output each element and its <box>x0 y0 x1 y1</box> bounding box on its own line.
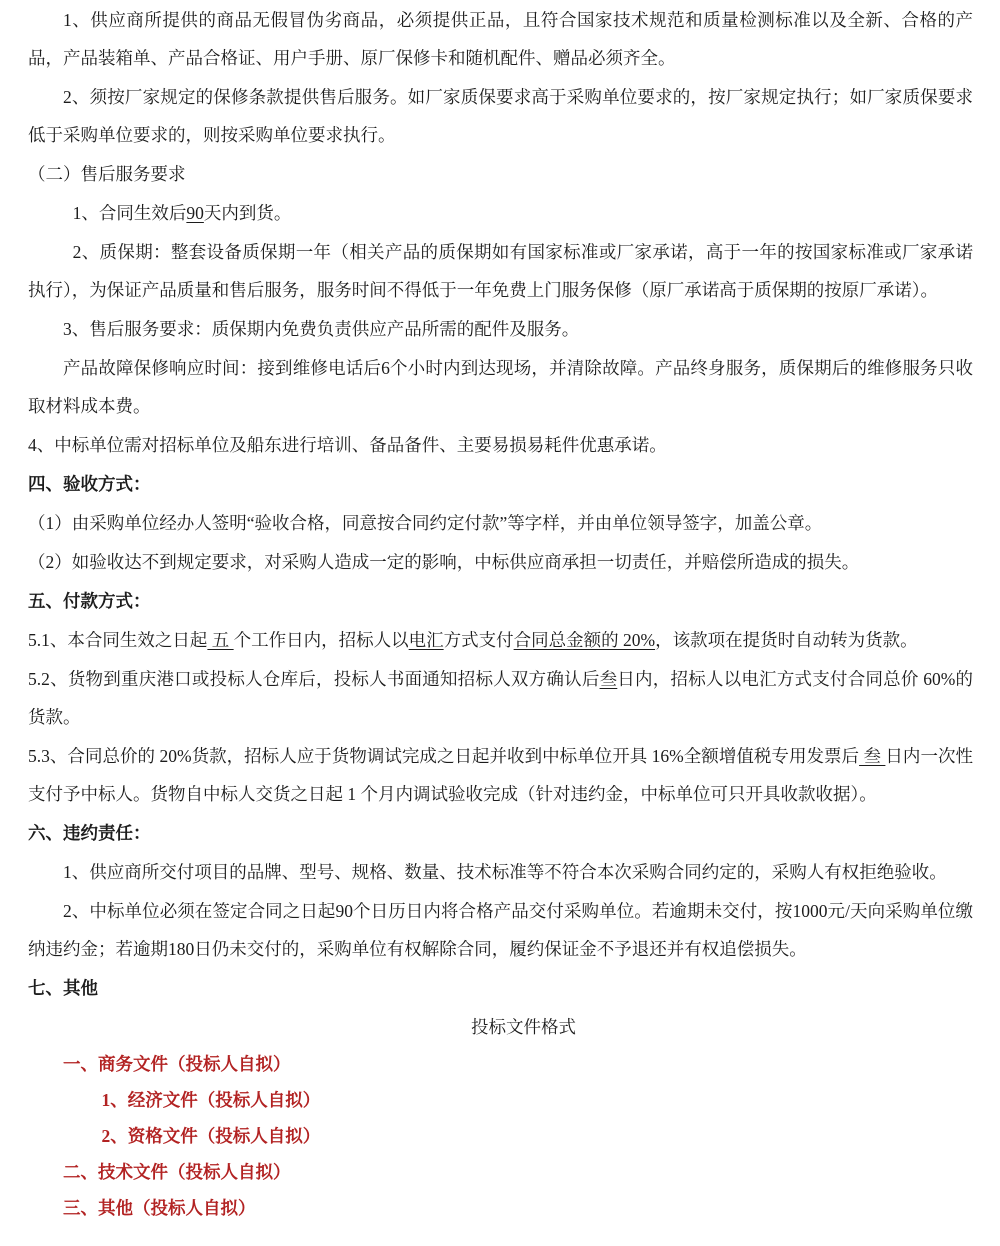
text-run: 个工作日内，招标人以 <box>233 630 409 650</box>
clause-breach-penalty <box>28 892 973 968</box>
text-run: 5.1、本合同生效之日起 <box>28 630 208 650</box>
underlined-text-run: 叁 <box>599 669 618 689</box>
clause-repair-response <box>28 349 973 425</box>
text-run: 5.3、合同总价的 20%货款，招标人应于货物调试完成之日起并收到中标单位开具 16%全额增值税专用发票后 <box>28 746 860 766</box>
text-run: 1、供应商所提供的商品无假冒伪劣商品，必须提供正品，且符合国家技术规范和质量检测标准以及全新、合格的产品，产品装箱单、产品合格证、用户手册、原厂保修卡和随机配件、赠品必须齐全。 <box>28 10 973 68</box>
red-item-commercial-documents <box>63 1047 973 1082</box>
text-run: 1、经济文件（投标人自拟） <box>101 1090 321 1110</box>
heading-others <box>28 969 973 1007</box>
text-run: 2、中标单位必须在签定合同之日起90个日历日内将合格产品交付采购单位。若逾期未交付，按1000元/天向采购单位缴纳违约金；若逾期180日仍未交付的，采购单位有权解除合同，履约保证金不予退还并有权追偿损失。 <box>28 901 973 959</box>
title-bid-document-format <box>28 1008 973 1046</box>
section-after-sales-requirements <box>28 155 973 193</box>
clause-breach-refuse-acceptance <box>28 853 973 891</box>
underlined-text-run: 合同总金额的 20% <box>513 630 656 650</box>
text-run: 2、资格文件（投标人自拟） <box>101 1126 321 1146</box>
text-run: 4、中标单位需对招标单位及船东进行培训、备品备件、主要易损易耗件优惠承诺。 <box>28 435 667 455</box>
underlined-text-run: 五 <box>207 630 234 650</box>
text-run: 一、商务文件（投标人自拟） <box>63 1054 291 1074</box>
text-run: 五、付款方式： <box>28 591 151 611</box>
red-item-qualification-documents <box>102 1119 974 1154</box>
text-run: 2、须按厂家规定的保修条款提供售后服务。如厂家质保要求高于采购单位要求的，按厂家规定执行；如厂家质保要求低于采购单位要求的，则按采购单位要求执行。 <box>28 87 973 145</box>
text-run: 5.2、货物到重庆港口或投标人仓库后，投标人书面通知招标人双方确认后 <box>28 669 600 689</box>
heading-acceptance-method <box>28 465 973 503</box>
text-run: 投标文件格式 <box>471 1017 576 1037</box>
text-run: 1、供应商所交付项目的品牌、型号、规格、数量、技术标准等不符合本次采购合同约定的，采购人有权拒绝验收。 <box>63 862 947 882</box>
clause-payment-5-3 <box>28 737 973 813</box>
clause-payment-5-1 <box>28 621 973 659</box>
text-run: 2、质保期：整套设备质保期一年（相关产品的质保期如有国家标准或厂家承诺，高于一年的按国家标准或厂家承诺执行），为保证产品质量和售后服务，服务时间不得低于一年免费上门服务保修（原厂承诺高于质保期的按原厂承诺）。 <box>28 242 973 300</box>
text-run: 1、合同生效后 <box>72 203 187 223</box>
clause-payment-5-2 <box>28 660 973 736</box>
heading-payment-method <box>28 582 973 620</box>
underlined-text-run: 叁 <box>859 746 886 766</box>
text-run: （1）由采购单位经办人签明“验收合格，同意按合同约定付款”等字样，并由单位领导签字，加盖公章。 <box>28 513 823 533</box>
text-run: 六、违约责任： <box>28 823 151 843</box>
clause-training-commitment <box>28 426 973 464</box>
red-item-technical-documents <box>63 1155 973 1190</box>
clause-supply-genuine <box>28 1 973 77</box>
clause-acceptance-liability <box>28 543 973 581</box>
clause-delivery-90-days <box>28 194 973 232</box>
clause-warranty-period <box>28 233 973 309</box>
clause-after-sales-service <box>28 310 973 348</box>
text-run: 日内，招标人以电汇方式支付合同总价 60%的货款。 <box>28 669 974 727</box>
underlined-text-run: 90 <box>186 203 204 223</box>
clause-warranty-terms <box>28 78 973 154</box>
text-run: 日内一次性支付予中标人。货物自中标人交货之日起 1 个月内调试验收完成（针对违约金，中标单位可只开具收款收据）。 <box>28 746 974 804</box>
heading-breach-liability <box>28 814 973 852</box>
underlined-text-run: 电汇 <box>408 630 444 650</box>
red-item-economic-documents <box>102 1083 974 1118</box>
text-run: 七、其他 <box>28 978 98 998</box>
text-run: 3、售后服务要求：质保期内免费负责供应产品所需的配件及服务。 <box>63 319 580 339</box>
text-run: 四、验收方式： <box>28 474 151 494</box>
text-run: 方式支付 <box>443 630 514 650</box>
text-run: （二）售后服务要求 <box>28 164 186 184</box>
text-run: ，该款项在提货时自动转为货款。 <box>655 630 918 650</box>
document-body <box>28 1 973 1226</box>
text-run: （2）如验收达不到规定要求，对采购人造成一定的影响，中标供应商承担一切责任，并赔偿所造成的损失。 <box>28 552 860 572</box>
clause-acceptance-sign <box>28 504 973 542</box>
text-run: 三、其他（投标人自拟） <box>63 1198 256 1218</box>
text-run: 天内到货。 <box>203 203 292 223</box>
text-run: 二、技术文件（投标人自拟） <box>63 1162 291 1182</box>
red-item-other-documents <box>63 1191 973 1226</box>
text-run: 产品故障保修响应时间：接到维修电话后6个小时内到达现场，并清除故障。产品终身服务，质保期后的维修服务只收取材料成本费。 <box>28 358 973 416</box>
